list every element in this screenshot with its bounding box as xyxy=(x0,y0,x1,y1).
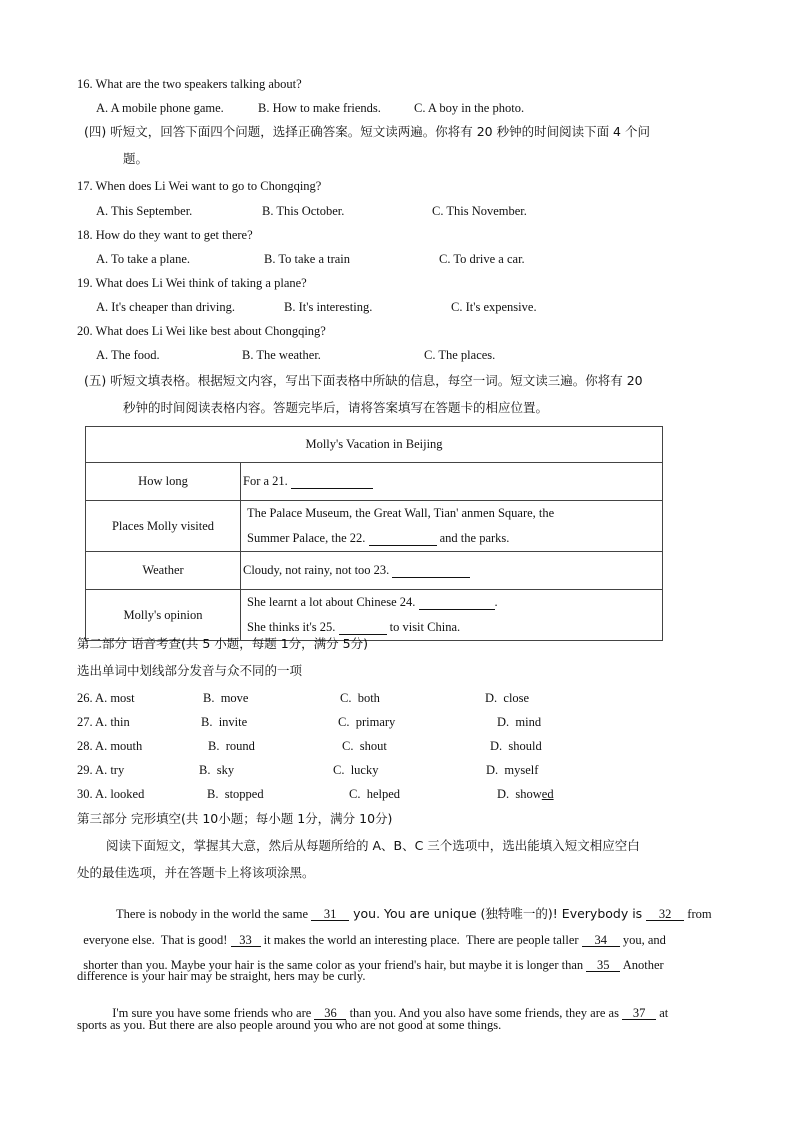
section5-instruction-line1: (五) 听短文填表格。根据短文内容，写出下面表格中所缺的信息，每空一词。短文读三遍。你将有 20 xyxy=(84,373,643,388)
phonetic-28-d: D. should xyxy=(490,739,542,753)
phonetic-26-a: 26. A. most xyxy=(77,691,135,705)
option-17-b: B. This October. xyxy=(262,204,345,218)
option-19-a: A. It's cheaper than driving. xyxy=(96,300,236,314)
answer-blank-24[interactable] xyxy=(419,596,495,610)
passage-line6: sports as you. But there are also people around you who are not good at some things. xyxy=(77,1018,502,1032)
option-16-c: C. A boy in the photo. xyxy=(414,101,525,115)
phonetic-27-a: 27. A. thin xyxy=(77,715,130,729)
section5-instruction-line2: 秒钟的时间阅读表格内容。答题完毕后，请将答案填写在答题卡的相应位置。 xyxy=(123,400,549,415)
option-18-a: A. To take a plane. xyxy=(96,252,191,266)
phonetic-29-a: 29. A. try xyxy=(77,763,125,777)
answer-blank-22[interactable] xyxy=(369,532,437,546)
phonetic-30-a: 30. A. looked xyxy=(77,787,145,801)
part2-instruction: 选出单词中划线部分发音与众不同的一项 xyxy=(77,663,303,678)
question-18: 18. How do they want to get there? xyxy=(77,228,253,242)
phonetic-27-b: B. invite xyxy=(201,715,248,729)
cloze-blank-33[interactable]: 33 xyxy=(231,934,261,948)
option-17-a: A. This September. xyxy=(96,204,193,218)
question-20: 20. What does Li Wei like best about Chongqing? xyxy=(77,324,326,338)
row-label-weather: Weather xyxy=(86,552,241,590)
passage-line1: There is nobody in the world the same 31 you. You are unique (独特唯一的)! Everybody is 32 from xyxy=(116,905,712,921)
cloze-blank-32[interactable]: 32 xyxy=(646,908,684,922)
option-19-c: C. It's expensive. xyxy=(451,300,537,314)
section4-instruction-line1: (四) 听短文，回答下面四个问题，选择正确答案。短文读两遍。你将有 20 秒钟的时间阅读下面 4 个问 xyxy=(84,124,650,139)
phonetic-28-c: C. shout xyxy=(342,739,387,753)
option-17-c: C. This November. xyxy=(432,204,527,218)
table-title: Molly's Vacation in Beijing xyxy=(86,427,663,463)
part3-instruction-line1: 阅读下面短文，掌握其大意，然后从每题所给的 A、B、C 三个选项中，选出能填入短文相应空白 xyxy=(106,838,640,853)
phonetic-30-c: C. helped xyxy=(349,787,401,801)
phonetic-30-b: B. stopped xyxy=(207,787,264,801)
row-label-opinion: Molly's opinion xyxy=(86,590,241,641)
option-19-b: B. It's interesting. xyxy=(284,300,373,314)
option-18-c: C. To drive a car. xyxy=(439,252,525,266)
row-label-how-long: How long xyxy=(86,463,241,501)
cloze-blank-37[interactable]: 37 xyxy=(622,1007,656,1021)
row-value-weather: Cloudy, not rainy, not too 23. xyxy=(241,552,663,590)
cloze-blank-35[interactable]: 35 xyxy=(586,959,620,973)
option-20-c: C. The places. xyxy=(424,348,496,362)
answer-blank-21[interactable] xyxy=(291,475,373,489)
option-20-b: B. The weather. xyxy=(242,348,321,362)
option-16-b: B. How to make friends. xyxy=(258,101,381,115)
section4-instruction-line2: 题。 xyxy=(123,151,149,166)
phonetic-30-d: D. showed xyxy=(497,787,554,801)
part3-instruction-line2: 处的最佳选项，并在答题卡上将该项涂黑。 xyxy=(77,865,315,880)
phonetic-27-c: C. primary xyxy=(338,715,396,729)
cloze-blank-36[interactable]: 36 xyxy=(314,1007,346,1021)
part2-title: 第二部分 语音考查(共 5 小题，每题 1分，满分 5分) xyxy=(77,636,368,651)
passage-line2: everyone else. That is good! 33 it makes the world an interesting place. There are people taller 34 you, and xyxy=(83,932,666,947)
row-label-places: Places Molly visited xyxy=(86,501,241,552)
answer-blank-25[interactable] xyxy=(339,621,387,635)
phonetic-27-d: D. mind xyxy=(497,715,542,729)
option-18-b: B. To take a train xyxy=(264,252,351,266)
row-value-places: The Palace Museum, the Great Wall, Tian' anmen Square, the Summer Palace, the 22. and the parks. xyxy=(241,501,663,552)
row-value-opinion: She learnt a lot about Chinese 24. . She thinks it's 25. to visit China. xyxy=(241,590,663,641)
passage-line3: shorter than you. Maybe your hair is the same color as your friend's hair, but maybe it is longer than 35 Another xyxy=(83,957,664,972)
question-17: 17. When does Li Wei want to go to Chongqing? xyxy=(77,179,322,193)
phonetic-28-b: B. round xyxy=(208,739,255,753)
phonetic-29-c: C. lucky xyxy=(333,763,379,777)
phonetic-26-d: D. close xyxy=(485,691,530,705)
answer-blank-23[interactable] xyxy=(392,564,470,578)
option-20-a: A. The food. xyxy=(96,348,160,362)
question-16: 16. What are the two speakers talking about? xyxy=(77,77,302,91)
option-16-a: A. A mobile phone game. xyxy=(96,101,224,115)
vacation-table xyxy=(85,426,663,641)
phonetic-26-c: C. both xyxy=(340,691,380,705)
question-19: 19. What does Li Wei think of taking a plane? xyxy=(77,276,307,290)
phonetic-26-b: B. move xyxy=(203,691,249,705)
part3-title: 第三部分 完形填空(共 10小题；每小题 1分，满分 10分) xyxy=(77,811,393,826)
cloze-blank-31[interactable]: 31 xyxy=(311,908,349,922)
row-value-how-long: For a 21. xyxy=(241,463,663,501)
phonetic-29-d: D. myself xyxy=(486,763,539,777)
passage-line5: I'm sure you have some friends who are 36 than you. And you also have some friends, they are as 37 at xyxy=(112,1005,669,1020)
cloze-blank-34[interactable]: 34 xyxy=(582,934,620,948)
passage-line4: difference is your hair may be straight, hers may be curly. xyxy=(77,969,366,983)
phonetic-29-b: B. sky xyxy=(199,763,235,777)
phonetic-28-a: 28. A. mouth xyxy=(77,739,143,753)
